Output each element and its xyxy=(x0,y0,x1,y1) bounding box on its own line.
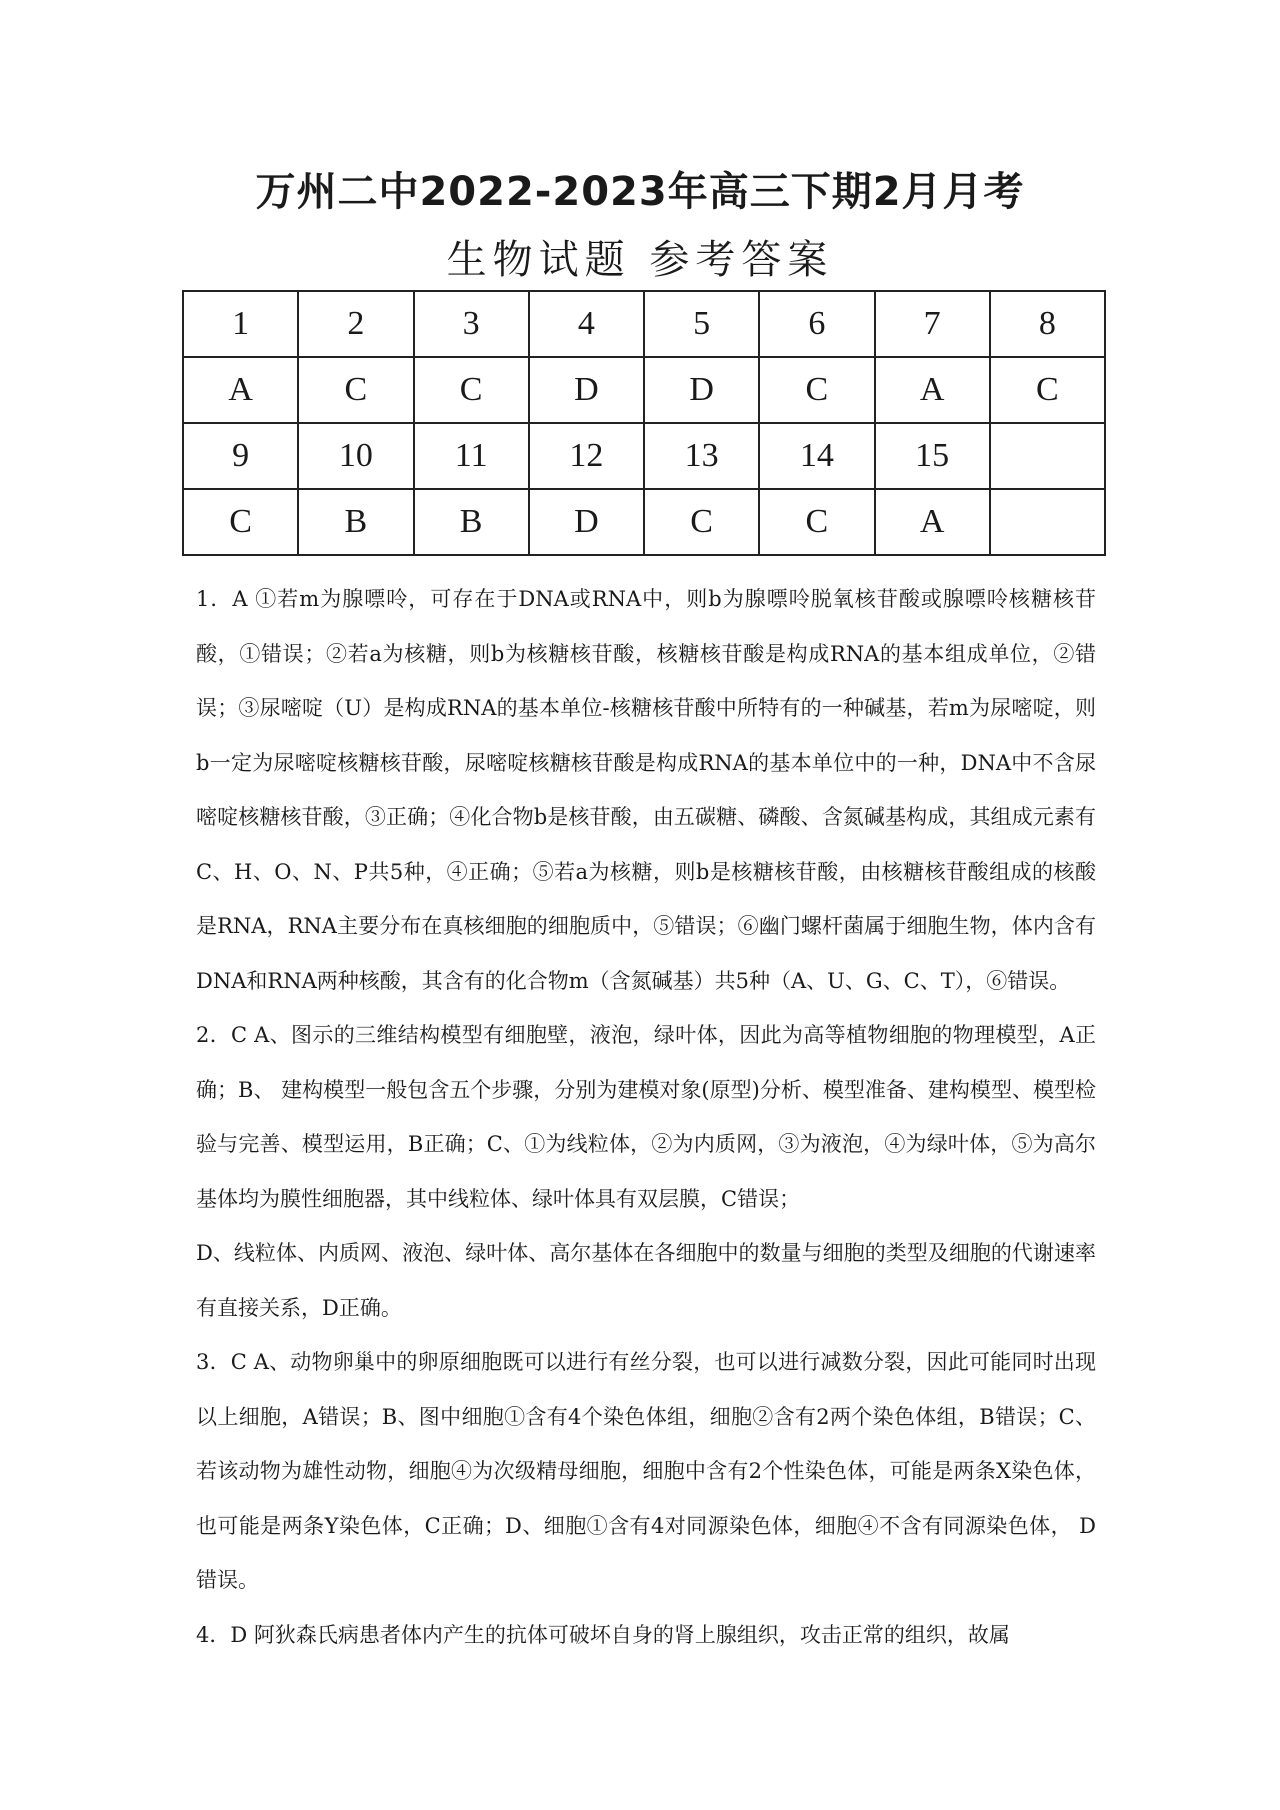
table-cell: 2 xyxy=(298,291,413,357)
answer-explanations xyxy=(196,572,1096,1662)
table-cell: 3 xyxy=(414,291,529,357)
table-cell: C xyxy=(990,357,1105,423)
table-cell: 4 xyxy=(529,291,644,357)
table-cell: D xyxy=(644,357,759,423)
explanation-paragraph: D、线粒体、内质网、液泡、绿叶体、高尔基体在各细胞中的数量与细胞的类型及细胞的代谢速率有直接关系，D正确。 xyxy=(196,1241,1096,1320)
table-cell: 8 xyxy=(990,291,1105,357)
table-cell: C xyxy=(759,357,874,423)
table-cell: C xyxy=(759,489,874,555)
table-cell: A xyxy=(875,357,990,423)
explanation-paragraph: 1．A ①若m为腺嘌呤，可存在于DNA或RNA中，则b为腺嘌呤脱氧核苷酸或腺嘌呤核糖核苷酸，①错误；②若a为核糖，则b为核糖核苷酸，核糖核苷酸是构成RNA的基本组成单位，②错误；③尿嘧啶（U）是构成RNA的基本单位-核糖核苷酸中所特有的一种碱基，若m为尿嘧啶，则b一定为尿嘧啶核糖核苷酸，尿嘧啶核糖核苷酸是构成RNA的基本单位中的一种，DNA中不含尿嘧啶核糖核苷酸，③正确；④化合物b是核苷酸，由五碳糖、磷酸、含氮碱基构成，其组成元素有C、H、O、N、P共5种，④正确；⑤若a为核糖，则b是核糖核苷酸，由核糖核苷酸组成的核酸是RNA，RNA主要分布在真核细胞的细胞质中，⑤错误；⑥幽门螺杆菌属于细胞生物，体内含有DNA和RNA两种核酸，其含有的化合物m（含氮碱基）共5种（A、U、G、C、T），⑥错误。 xyxy=(196,587,1096,993)
table-cell: 13 xyxy=(644,423,759,489)
table-row xyxy=(183,357,1105,423)
page-title: 万州二中2022-2023年高三下期2月月考 xyxy=(255,169,1025,215)
table-cell: 5 xyxy=(644,291,759,357)
explanation-paragraph: 3．C A、动物卵巢中的卵原细胞既可以进行有丝分裂，也可以进行减数分裂，因此可能同时出现以上细胞，A错误；B、图中细胞①含有4个染色体组，细胞②含有2两个染色体组，B错误；C、若该动物为雄性动物，细胞④为次级精母细胞，细胞中含有2个性染色体，可能是两条X染色体，也可能是两条Y染色体，C正确；D、细胞①含有4对同源染色体，细胞④不含有同源染色体， D错误。 xyxy=(196,1350,1096,1592)
page-subtitle: 生物试题 参考答案 xyxy=(446,237,834,283)
table-cell: 9 xyxy=(183,423,298,489)
table-cell: A xyxy=(183,357,298,423)
table-cell: D xyxy=(529,489,644,555)
table-cell: B xyxy=(414,489,529,555)
table-cell: C xyxy=(644,489,759,555)
table-cell: 10 xyxy=(298,423,413,489)
table-row xyxy=(183,423,1105,489)
table-cell: C xyxy=(298,357,413,423)
table-cell: C xyxy=(414,357,529,423)
table-cell xyxy=(990,489,1105,555)
table-row xyxy=(183,489,1105,555)
table-cell: 14 xyxy=(759,423,874,489)
table-cell: 12 xyxy=(529,423,644,489)
explanation-paragraph: 2．C A、图示的三维结构模型有细胞壁，液泡，绿叶体，因此为高等植物细胞的物理模型，A正确；B、 建构模型一般包含五个步骤，分别为建模对象(原型)分析、模型准备、建构模型、模型检验与完善、模型运用，B正确；C、①为线粒体，②为内质网，③为液泡，④为绿叶体，⑤为高尔基体均为膜性细胞器，其中线粒体、绿叶体具有双层膜，C错误； xyxy=(196,1023,1096,1211)
table-cell: 7 xyxy=(875,291,990,357)
table-cell: D xyxy=(529,357,644,423)
table-cell: C xyxy=(183,489,298,555)
table-cell: 6 xyxy=(759,291,874,357)
explanation-paragraph: 4．D 阿狄森氏病患者体内产生的抗体可破坏自身的肾上腺组织，攻击正常的组织，故属 xyxy=(196,1622,1010,1647)
table-cell: 15 xyxy=(875,423,990,489)
table-cell: 11 xyxy=(414,423,529,489)
table-cell: B xyxy=(298,489,413,555)
table-cell: A xyxy=(875,489,990,555)
table-row xyxy=(183,291,1105,357)
table-cell xyxy=(990,423,1105,489)
table-cell: 1 xyxy=(183,291,298,357)
answer-table xyxy=(182,290,1106,556)
